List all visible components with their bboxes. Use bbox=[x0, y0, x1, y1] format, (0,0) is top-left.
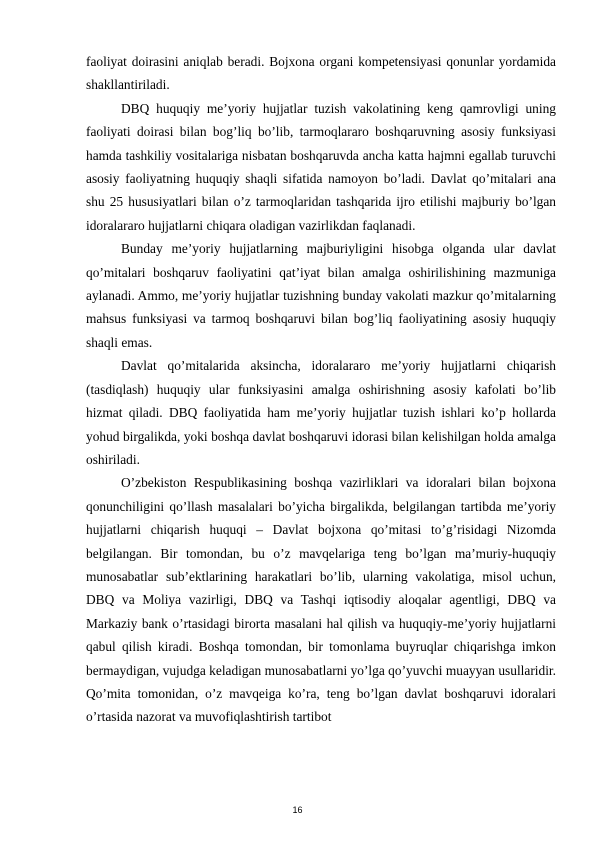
document-body bbox=[86, 50, 556, 729]
paragraph: Davlat qo’mitalarida aksincha, idoralararo me’yoriy hujjatlarni chiqarish (tasdiqlash) huquqiy ular funksiyasini amalga oshirishning asosiy kafolati bo’lib hizmat qiladi. DBQ faoliyatida ham me’yoriy hujjatlar tuzish ishlari ko’p hollarda yohud birgalikda, yoki boshqa davlat boshqaruvi idorasi bilan kelishilgan holda amalga oshiriladi. bbox=[86, 358, 556, 467]
paragraph: DBQ huquqiy me’yoriy hujjatlar tuzish vakolatining keng qamrovligi uning faoliyati doirasi bilan bog’liq bo’lib, tarmoqlararo boshqaruvning asosiy funksiyasi hamda tashkiliy vositalariga nisbatan boshqaruvda ancha katta hajmni egallab turuvchi asosiy faoliyatning huquqiy shaqli sifatida namoyon bo’ladi. Davlat qo’mitalari ana shu 25 hususiyatlari bilan o’z tarmoqlaridan tashqarida ijro etilishi majburiy bo’lgan idoralararo hujjatlarni chiqara oladigan vazirlikdan faqlanadi. bbox=[86, 100, 556, 233]
page-number: 16 bbox=[292, 805, 303, 815]
paragraph: faoliyat doirasini aniqlab beradi. Bojxona organi kompetensiyasi qonunlar yordamida shakllantiriladi. bbox=[86, 54, 556, 93]
paragraph: Bunday me’yoriy hujjatlarning majburiyligini hisobga olganda ular davlat qo’mitalari boshqaruv faoliyatini qat’iyat bilan amalga oshirilishining mazmuniga aylanadi. Ammo, me’yoriy hujjatlar tuzishning bunday vakolati mazkur qo’mitalarning mahsus funksiyasi va tarmoq boshqaruvi bilan bog’liq faoliyatining asosiy huquqiy shaqli emas. bbox=[86, 241, 556, 350]
paragraph: O’zbekiston Respublikasining boshqa vazirliklari va idoralari bilan bojxona qonunchiligini qo’llash masalalari bo’yicha birgalikda, belgilangan tartibda me’yoriy hujjatlarni chiqarish huquqi – Davlat bojxona qo’mitasi to’g’risidagi Nizomda belgilangan. Bir tomondan, bu o’z mavqelariga teng bo’lgan ma’muriy-huquqiy munosabatlar sub’ektlarining harakatlari bo’lib, ularning vakolatiga, misol uchun, DBQ va Moliya vazirligi, DBQ va Tashqi iqtisodiy aloqalar agentligi, DBQ va Markaziy bank o’rtasidagi birorta masalani hal qilish va huquqiy-me’yoriy hujjatlarni qabul qilish kiradi. Boshqa tomondan, bir tomonlama buyruqlar chiqarishga imkon bermaydigan, vujudga keladigan munosabatlarni yo’lga qo’yuvchi muayyan usullaridir. Qo’mita tomonidan, o’z mavqeiga ko’ra, teng bo’lgan davlat boshqaruvi idoralari o’rtasida nazorat va muvofiqlashtirish tartibot bbox=[86, 475, 556, 725]
